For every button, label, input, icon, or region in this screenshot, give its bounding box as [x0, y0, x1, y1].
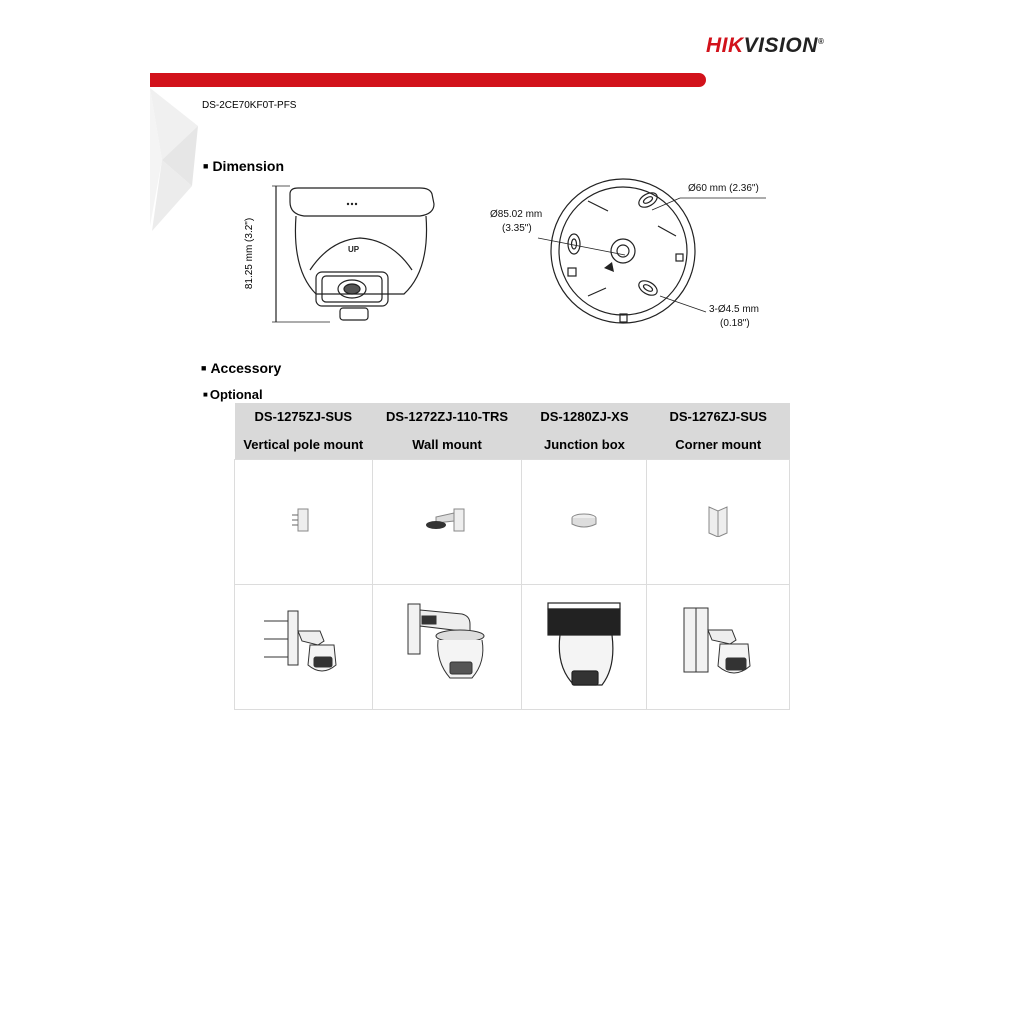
- mount-diameter-label: Ø60 mm (2.36"): [688, 183, 759, 194]
- accessory-model: DS-1280ZJ-XS: [540, 409, 629, 424]
- junction-box-installed-image: [544, 597, 624, 693]
- accessory-name: Junction box: [544, 437, 625, 452]
- corner-mount-image: [703, 503, 733, 537]
- dimension-leader-lines: [480, 180, 770, 320]
- base-diameter-label-inch: (3.35"): [502, 223, 532, 234]
- accessory-name: Wall mount: [412, 437, 482, 452]
- table-cell: [522, 585, 647, 710]
- optional-subheading: ■ Optional: [203, 387, 263, 402]
- screw-hole-label-inch: (0.18"): [720, 318, 750, 329]
- column-header: [372, 403, 522, 460]
- dimension-heading: ■ Dimension: [203, 158, 285, 174]
- accessory-heading: ■ Accessory: [201, 360, 282, 376]
- junction-box-image: [567, 508, 601, 532]
- accessory-installed-image-row: [235, 585, 790, 710]
- accessory-name: Vertical pole mount: [243, 437, 364, 452]
- model-number: DS-2CE70KF0T-PFS: [202, 100, 297, 111]
- accessory-model: DS-1276ZJ-SUS: [669, 409, 767, 424]
- table-cell: [235, 585, 373, 710]
- accessory-table: [234, 403, 790, 710]
- header-red-bar: [150, 73, 706, 87]
- table-cell: [235, 460, 373, 585]
- pole-mount-image: [288, 505, 318, 535]
- corner-mount-installed-image: [678, 600, 758, 690]
- screw-hole-label-mm: 3-Ø4.5 mm: [709, 304, 760, 315]
- decorative-triangles-graphic: [148, 86, 208, 236]
- column-header: [522, 403, 647, 460]
- accessory-model: DS-1275ZJ-SUS: [254, 409, 353, 424]
- wall-mount-image: [422, 505, 472, 535]
- accessory-model: DS-1272ZJ-110-TRS: [385, 409, 509, 424]
- table-header-row: [235, 403, 790, 460]
- table-cell: [522, 460, 647, 585]
- height-dimension-label: 81.25 mm (3.2"): [244, 217, 256, 290]
- hikvision-logo: HIKVISION®: [706, 34, 825, 57]
- column-header: [647, 403, 790, 460]
- accessory-product-image-row: [235, 460, 790, 585]
- column-header: [235, 403, 373, 460]
- table-cell: [372, 460, 522, 585]
- table-cell: [647, 585, 790, 710]
- wall-mount-installed-image: [402, 600, 492, 690]
- pole-mount-installed-image: [258, 605, 348, 685]
- camera-side-view-drawing: [270, 180, 450, 330]
- base-diameter-label-mm: Ø85.02 mm: [490, 209, 543, 220]
- table-cell: [647, 460, 790, 585]
- accessory-name: Corner mount: [675, 437, 762, 452]
- svg-text:UP: UP: [348, 245, 360, 254]
- table-cell: [372, 585, 522, 710]
